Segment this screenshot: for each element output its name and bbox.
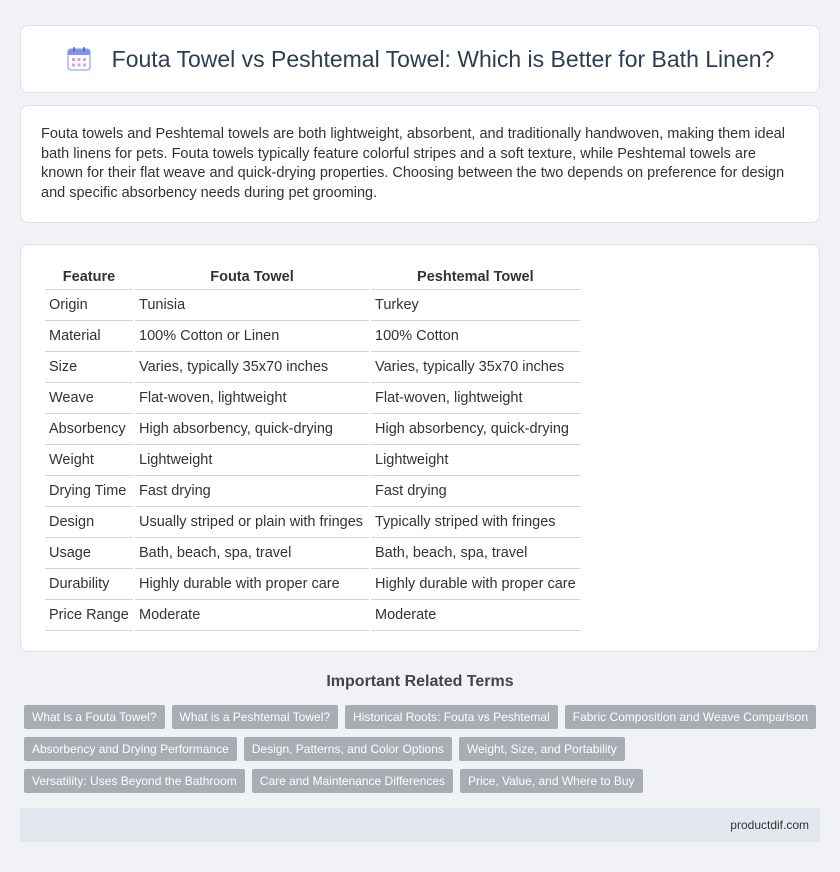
fouta-cell: Usually striped or plain with fringes (135, 507, 369, 538)
feature-cell: Price Range (45, 600, 133, 631)
column-header: Feature (45, 265, 133, 290)
footer-site-name: productdif.com (730, 818, 809, 832)
feature-cell: Weight (45, 445, 133, 476)
peshtemal-cell: High absorbency, quick-drying (371, 414, 580, 445)
table-row (45, 383, 580, 414)
feature-cell: Origin (45, 290, 133, 321)
peshtemal-cell: Fast drying (371, 476, 580, 507)
fouta-cell: Tunisia (135, 290, 369, 321)
fouta-cell: Varies, typically 35x70 inches (135, 352, 369, 383)
feature-cell: Usage (45, 538, 133, 569)
table-row (45, 507, 580, 538)
column-header: Peshtemal Towel (371, 265, 580, 290)
feature-cell: Absorbency (45, 414, 133, 445)
fouta-cell: Flat-woven, lightweight (135, 383, 369, 414)
related-term-link[interactable]: Care and Maintenance Differences (252, 769, 453, 793)
peshtemal-cell: Turkey (371, 290, 580, 321)
feature-cell: Size (45, 352, 133, 383)
page-title: Fouta Towel vs Peshtemal Towel: Which is Better for Bath Linen? (111, 45, 775, 72)
peshtemal-cell: Highly durable with proper care (371, 569, 580, 600)
peshtemal-cell: Flat-woven, lightweight (371, 383, 580, 414)
fouta-cell: Highly durable with proper care (135, 569, 369, 600)
column-header: Fouta Towel (135, 265, 369, 290)
table-row (45, 321, 580, 352)
header (66, 46, 775, 73)
related-term-link[interactable]: Versatility: Uses Beyond the Bathroom (24, 769, 245, 793)
fouta-cell: Fast drying (135, 476, 369, 507)
fouta-cell: High absorbency, quick-drying (135, 414, 369, 445)
feature-cell: Durability (45, 569, 133, 600)
related-term-link[interactable]: Price, Value, and Where to Buy (460, 769, 643, 793)
table-row (45, 476, 580, 507)
comparison-card (20, 244, 820, 652)
table-row (45, 569, 580, 600)
feature-cell: Weave (45, 383, 133, 414)
feature-cell: Material (45, 321, 133, 352)
related-term-link[interactable]: What is a Peshtemal Towel? (172, 705, 339, 729)
feature-cell: Drying Time (45, 476, 133, 507)
footer (20, 808, 820, 842)
related-terms-list (24, 705, 824, 793)
peshtemal-cell: Lightweight (371, 445, 580, 476)
related-terms-heading: Important Related Terms (326, 673, 514, 690)
comparison-table (43, 265, 582, 631)
table-row (45, 538, 580, 569)
fouta-cell: Bath, beach, spa, travel (135, 538, 369, 569)
peshtemal-cell: Bath, beach, spa, travel (371, 538, 580, 569)
table-row (45, 445, 580, 476)
peshtemal-cell: 100% Cotton (371, 321, 580, 352)
calendar-icon (66, 46, 92, 72)
table-row (45, 414, 580, 445)
peshtemal-cell: Typically striped with fringes (371, 507, 580, 538)
feature-cell: Design (45, 507, 133, 538)
related-term-link[interactable]: Fabric Composition and Weave Comparison (565, 705, 816, 729)
fouta-cell: Moderate (135, 600, 369, 631)
table-header-row (45, 265, 580, 290)
intro-card (20, 105, 820, 223)
table-row (45, 600, 580, 631)
fouta-cell: 100% Cotton or Linen (135, 321, 369, 352)
related-term-link[interactable]: Weight, Size, and Portability (459, 737, 625, 761)
header-card (20, 25, 820, 93)
related-term-link[interactable]: Design, Patterns, and Color Options (244, 737, 452, 761)
related-term-link[interactable]: What is a Fouta Towel? (24, 705, 165, 729)
related-term-link[interactable]: Historical Roots: Fouta vs Peshtemal (345, 705, 558, 729)
table-row (45, 290, 580, 321)
fouta-cell: Lightweight (135, 445, 369, 476)
intro-paragraph: Fouta towels and Peshtemal towels are both lightweight, absorbent, and traditionally handwoven, making them ideal bath linens for pets. Fouta towels typically feature colorful stripes and a soft texture, while Peshtemal towels are known for their flat weave and quick-drying properties. Choosing between the two depends on preference for design and specific absorbency needs during pet grooming. (41, 126, 785, 201)
peshtemal-cell: Varies, typically 35x70 inches (371, 352, 580, 383)
related-term-link[interactable]: Absorbency and Drying Performance (24, 737, 237, 761)
table-row (45, 352, 580, 383)
peshtemal-cell: Moderate (371, 600, 580, 631)
